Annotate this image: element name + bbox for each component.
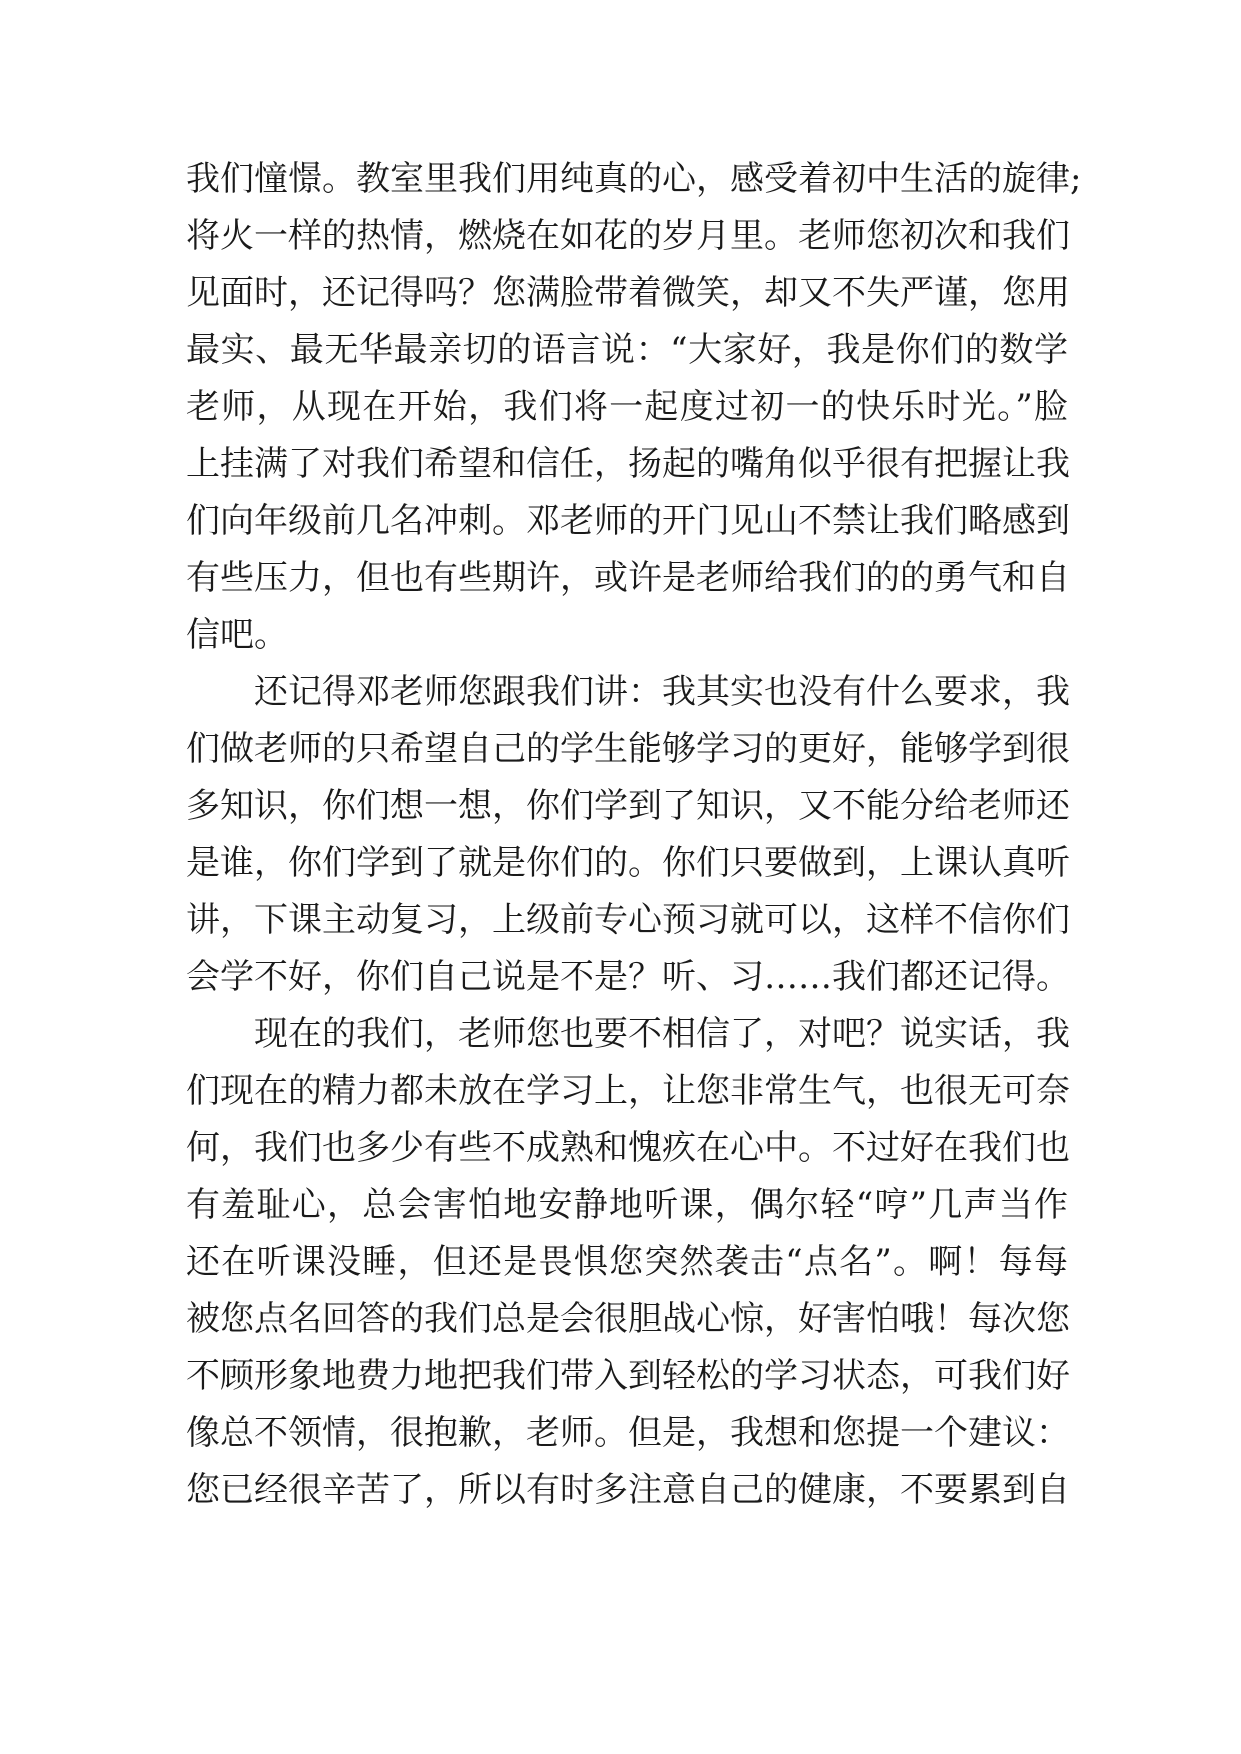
text-line: 有羞耻心，总会害怕地安静地听课，偶尔轻“哼”几声当作 <box>186 1185 1068 1225</box>
text-line: 现在的我们，老师您也要不相信了，对吧？说实话，我 <box>254 1014 1070 1054</box>
text-line: 们向年级前几名冲刺。邓老师的开门见山不禁让我们略感到 <box>186 501 1070 541</box>
text-line: 您已经很辛苦了，所以有时多注意自己的健康，不要累到自 <box>186 1470 1070 1510</box>
text-line: 何，我们也多少有些不成熟和愧疚在心中。不过好在我们也 <box>186 1128 1070 1168</box>
text-line: 老师，从现在开始，我们将一起度过初一的快乐时光。”脸 <box>186 387 1068 427</box>
text-line: 信吧。 <box>186 615 288 655</box>
text-line: 是谁，你们学到了就是你们的。你们只要做到，上课认真听 <box>186 843 1070 883</box>
text-line: 还在听课没睡，但还是畏惧您突然袭击“点名”。啊！每每 <box>186 1242 1068 1282</box>
text-line: 最实、最无华最亲切的语言说：“大家好，我是你们的数学 <box>186 330 1068 370</box>
text-line: 讲，下课主动复习，上级前专心预习就可以，这样不信你们 <box>186 900 1070 940</box>
text-line: 们做老师的只希望自己的学生能够学习的更好，能够学到很 <box>186 729 1070 769</box>
text-line: 上挂满了对我们希望和信任，扬起的嘴角似乎很有把握让我 <box>186 444 1070 484</box>
text-line: 们现在的精力都未放在学习上，让您非常生气，也很无可奈 <box>186 1071 1070 1111</box>
body-text <box>186 151 1082 1519</box>
text-line: 被您点名回答的我们总是会很胆战心惊，好害怕哦！每次您 <box>186 1299 1070 1339</box>
text-line: 有些压力，但也有些期许，或许是老师给我们的的勇气和自 <box>186 558 1070 598</box>
text-line: 多知识，你们想一想，你们学到了知识，又不能分给老师还 <box>186 786 1070 826</box>
text-line: 不顾形象地费力地把我们带入到轻松的学习状态，可我们好 <box>186 1356 1070 1396</box>
text-line: 还记得邓老师您跟我们讲：我其实也没有什么要求，我 <box>254 672 1070 712</box>
text-line: 会学不好，你们自己说是不是？听、习……我们都还记得。 <box>186 957 1070 997</box>
text-line: 像总不领情，很抱歉，老师。但是，我想和您提一个建议： <box>186 1413 1070 1453</box>
text-line: 将火一样的热情，燃烧在如花的岁月里。老师您初次和我们 <box>186 216 1070 256</box>
text-line: 见面时，还记得吗？您满脸带着微笑，却又不失严谨，您用 <box>186 273 1070 313</box>
text-line: 我们憧憬。教室里我们用纯真的心，感受着初中生活的旋律; <box>186 159 1082 199</box>
